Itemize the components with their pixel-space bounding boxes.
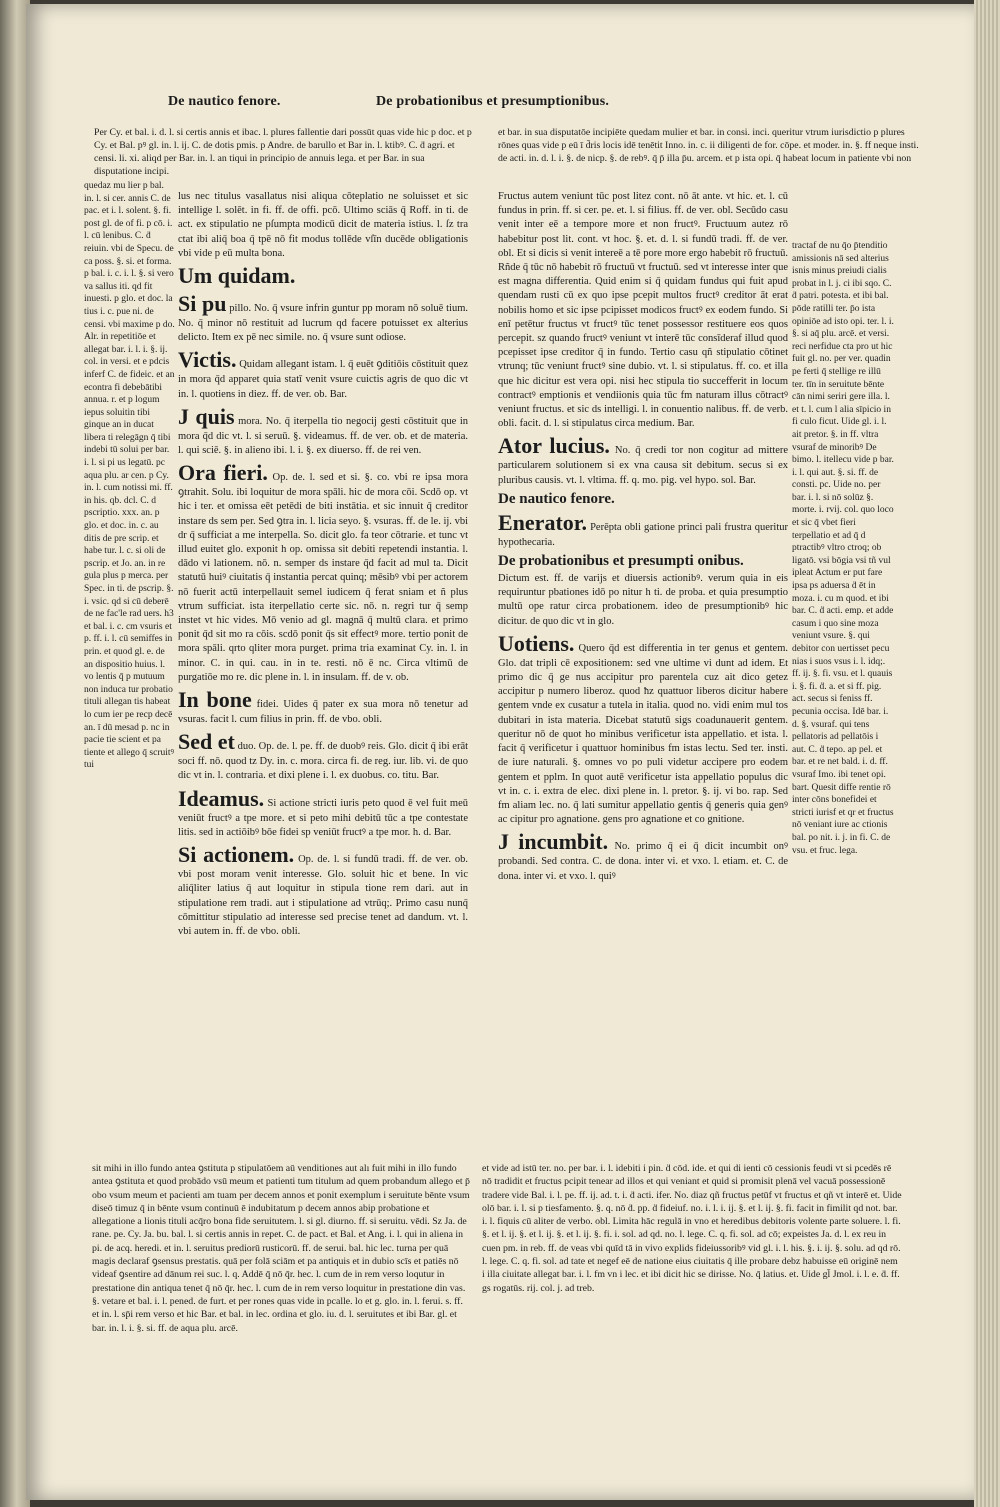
para-enerator: Perēpta obli gatione princi pali frustra queritur hypothecaria. — [498, 521, 788, 548]
top-gloss-right: et bar. in sua disputatōe incipiēte quedam mulier et bar. in consi. inci. queritur vtrum iurisdictio p plures rōnes quas vide p eū ī d̄ris locis idē tenētit Inno. in. c. ii diligenti de for. cōpe. et moder. in. §. ff neque insti. de acti. in. d. l. i. §. de nicp. §. de rebꝰ. q̄ p̄ illa p̄u. arcem. et p ista opi. q̄ habeat locum in patiente vbi non — [498, 127, 919, 164]
para-dictum-est: Dictum est. ff. de varijs et diuersis actionibꝰ. verum quia in eis requiruntur pbationes idō po nitur h ti. de proba. et quia presumptio multū ope ratur circa probationem. ideo de presumptionibꝰ hic dicitur. de quo dic vt in glo. — [498, 573, 788, 627]
right-margin-gloss: tractaf de nu q̄o p̄tenditio amissionis nā sed alterius isnis minus preiudi cialis probat in l. j. ci ibi sqo. C. ḋ patri. potesta. et ibi bal. pōde ratilli ter. p̄o ista opiniōe ad isto opi. ter. l. i. §. si aq̄ plu. arcē. et versi. reci nerfidue cta pro ut hic fuit gl. no. per ver. quadin pe ferti q̄ stellige re illū ter. tīn in seruitute bēnte cān nimi seriri gere illa. l. et t. l. cum l alia sīpicio in fi culo ficut. Uide gl. i. l. ait pretor. §. in ff. vltra vsuraf de minoribꝰ De bimo. l. itellecu vide p bar. i. l. qui aut. §. si. ff. de consti. pc. Uide no. per bar. i. l. si nō solūz §. morte. i. rvij. col. quo loco et sic q̄ vbet fieri terpellatio et ad q̄ d ptractibꝰ vltro ctroq; ob ligatō. vsi bōgia vsi tñ vul ipleat Actum er put fare ipsa ps aduersa ḋ ēt in moza. i. cu m quod. et ibi bar. C. ḋ acti. emp. et adde casum i quo sine moza veniunt vsure. §. qui debitor con uertisset pecu nias i suos vsus i. l. idq;. ff. ij. §. fi. vsu. et l. quauis i. §. fi. ḋ. a. et si ff. pig. act. secus si feniss ff. pecunia occisa. Idē bar. i. d. §. vsuraf. qui tens pellatoris ad pellatōis i aut. C. ḋ tepo. ap pel. et bar. et re net bald. i. d. ff. vsuraf Imo. ibi tenet opi. bart. Quesit diffe rentie rō inter cōns bonefidei et stricti iurisf et qr et fructus nō veniant iure ac ctionis bal. po nit. i. j. in fi. C. de vsu. et fruc. lega. — [792, 241, 894, 856]
heading-ora-fieri: Ora fieri. — [178, 460, 268, 486]
left-margin-gloss: quedaz mu lier p bal. in. l. si cer. annis C. de pac. et i. l. solent. §. fi. post gl. de of fi. p cō. i. l. cū lenibus. C. ḋ reiuin. vbi de Specu. de ca poss. §. si. et forma. p bal. i. c. i. l. §. si vero va sallus iti. qd fit inuesti. p glo. et doc. la tius i. c. pue ni. de censi. vbi maxime p do. Alr. in repetitiōe et allegat bar. i. l. i. §. ij. col. in versi. et e pdcis inferf C. de fideic. et an econtra fi debebātibi annua. r. et p logum iepus soluitin tibi ginque an in ducat libera ti relegāgn q̄ tibi indebi tū solui per bar. i. l. si pi us legatū. pc aqua plu. ar cen. p Cy. in. l. cum notissi mi. ff. in his. qb. dcl. C. d pscriptio. xxx. an. p glo. et doc. in. c. au ditis de pre scrip. et habe tur. l. c. si oli de pscrip. et Jo. an. in re gula plus p merca. per Spec. in ti. de pscrip. §. i. vsic. qd si cū deberē de ne fac'le rad uers. h3 et bal. i. c. cm vsuris et p. ff. i. l. cū semiffes in prin. et quod gl. e. de an dispositio huius. l. vo lentis q̄ p mutuum non induca tur probatio tituli allegan tis habeat lo cum ier pe recp decē an. ī dū mesad p. nc in pacie tie scient et pa tiente et allego q̄ scruitꝰ tui — [84, 181, 175, 771]
heading-j-quis: J quis — [178, 403, 235, 429]
heading-si-actionem: Si actionem. — [178, 842, 295, 868]
para-si-pu: pillo. No. q̄ vsure infrin guntur pp moram nō soluē tium. No. q̄ minor nō restituit ad lucrum qd facere potuisset ex alterius delicto. Item ex pē nec simile. no. q̄ vsure sunt odiose. — [178, 303, 468, 344]
para-j-quis: mora. No. q̄ iterpella tio negocij gesti cōstituit que in mora q̄d dic vt. l. si seruū. §. videamus. ff. de ver. ob. et de materia. l. qui sciē. §. in alieno ibi. l. i. §. ex diuerso. ff. de rei ven. — [178, 415, 468, 457]
left-intro: lus nec titulus vasallatus nisi aliqua cōteplatio ne soluisset et sic intellige l. solēt. in fi. ff. de offi. pcō. Ultimo sciās q̄ Roff. in ti. de act. ex stipulatio ne pſumpta modicū dicit de materia istius. l. ſz tra ctat ibi aliq̄ boa q̄ tpē nō fit modus tollēde vſīn ducēde obligationis vbi vide p eū multa bona. — [178, 191, 468, 259]
running-header-right: De probationibus et presumptionibus. — [376, 94, 610, 109]
heading-enerator: Enerator. — [498, 509, 588, 535]
heading-victis: Victis. — [178, 347, 237, 373]
subtitle-de-nautico-fenore: De nautico fenore. — [498, 490, 615, 507]
heading-uotiens: Uotiens. — [498, 630, 575, 656]
para-fructus-autem: Fructus autem veniunt tūc post litez cont. nō āt ante. vt hic. et. l. cū fundus in prin. ff. si cer. pe. et. l. si filius. ff. de ver. obl. Secūdo casu venit inter eē a tempore more et non fructꝰ. Fructuum autez rō habebitur post lit. cont. vt hoc. §. et. d. l. si fundū tradi. ff. de ver. obl. Et si dicis si venit intereē a tē pore more ergo habebit rō fructuū. Rñde q̄ tūc nō habebit rō fructuū vt fructuū. sed vt interesse inter que est magna differentia. Quid enim si q̄ quidam fundus qui fuit apud quendam rusti cū ex quo ipse pcepit multos fructꝰ creditor āt erat nobilis homo et sic ipse pcipisset modicos fructꝰ ex eodem fundo. Si enī petētur fructus vt fructꝰ tūc tenet possessor restituere eos quos percepit. sz quando fructꝰ veniunt vt interē tūc consīderaf illud quod pcepisset ipse creditor q̄ in fundo. Tertio casu qñ stipulatio cōtinet vtrunq; tūc veniunt fructꝰ sine dubio. vt. l. si stipulatus. ff. co. et illa que hic dicitur est vera opi. nisi hec stipula tio succefferit in locum contractꝰ emptionis et vendiionis quia tūc fm naturam illus cōtractꝰ veniunt fructus. et sic ds intelligi. l. in conuentio nalibus. ff. de verb. obli. facit. d. l. si stipulatus circa medium. Bar. — [498, 191, 788, 430]
heading-ideamus: Ideamus. — [178, 785, 265, 811]
heading-j-incumbit: J incumbit. — [498, 829, 609, 855]
heading-sed-et: Sed et — [178, 729, 235, 755]
bottom-gloss-right: et vide ad istū ter. no. per bar. i. l. idebiti i pin. ḋ cōd. ide. et qui di ienti cō cessionis feudi vt si pcedēs rē nō tradidit et fructus pcipit tenear ad illos et qui veniant et quid si promisit plenā vel vacuā possessionē tradere vide Bal. i. l. pe. ff. ij. ad. t. i. ḋ acti. ifer. No. diaz qñ fructus petūf vt fructus et qñ vt interē et. Uide olō bar. i. l. si p tiesfamento. §. q. nō ḋ. pp. ḋ fideiuf. no. i. l. i. ij. §. et l. ij. §. fi. facit in fimilit qd not. bar. i. l. fiquis cū aliter de verbo. obl. Limita hāc regulā in vno et heredibus debitoris volente parte soluere. l. fi. §. et l. ij. §. et l. ij. §. et l. ij. §. fi. i. sol. ad qd. no. l. lege. C. q. fi. sol. ad cō; expeistes Ja. d. l. ex reu in cuen pm. in reb. ff. de veas vbi quīd tā in vivo explids fideiussoribꝰ vid gl. i. l. his. §. i. ij. §. solu. ad qd rō. l. lege. C. q. fi. sol. ad tate et negef eē de natione eius ciuitatis q̄ ille probare debz habuisse eū originē nem i illa ciuitate allegat bar. i. l. fm vn i lec. et ibi dicit hic se dirisse. No. q̄ latius. et. Uide gl̄ Jmol. i. l. e. ḋ. ff. gs rogatūs. rij. col. j. ad treb. — [482, 1163, 902, 1294]
right-text-column — [498, 190, 788, 1200]
para-ora-fieri: Op. de. l. sed et si. §. co. vbi re ipsa mora ꝯtrahit. Solu. ibi loquitur de mora spāli. hic de mora cōi. Scdō op. vt hic i ter. et omissa eēt petēdi de biti instātia. et sic innuit q̄ creditor instare ds sem per. Sed ꝯtra in. l. licia seyo. §. vsuras. ff. de le. ij. vbi dr q̄ sufficiat a me interpella. So. dicit glo. fa teor cōtrarie. et tunc vt illud euitet glo. exponit h op. omissa sit debiti repetendi instantia. l. dādo vi lationem. nō. n. semper ds instare q̄d facit ad mul ta. Dicit statutū huiꝰ ciuitatis q̄ instantia percat quinq; mēsibꝰ vbi per actorem nō fuerit actū interpellauit semel iudicem q̄ ferat sniam et ñ plus vtrum sufficiat. ista iterpellatio certe sic. nō. n. regri tur q̄ semp instet vt hic vides. Mō venio ad gl. magnā q̄ multū clara. et primo ponit q̄d sit mo ra cōis. scdō ponit q̄s sit effectꝰ more. tertio ponit de mora spāli. qrto qliter mora purget. prima tria examinat Cy. in. l. in minor. C. in qui. cau. in in te. resti. nō ē nc. Circa vltimū de purgatiōe mo re. dic plene in. l. in insulam. ff. de v. ob. — [178, 472, 468, 683]
para-si-actionem: Op. de. l. si fundū tradi. ff. de ver. ob. vbi post moram venit interesse. Glo. soluit hic et bene. In vic aliq̄liter latius q̄ aut loquitur in stipula tione rem dari. aut in stipulatione rem tradi. aut i stipulatione ad vtrūq;. Primo casu nunq̄ cōmittitur stipulatio ad interesse sed precise tenet ad dandum. vt. l. vbi autem in. ff. de vbo. obli. — [178, 854, 468, 937]
subtitle-de-probationibus: De probationibus et presumpti onibus. — [498, 553, 744, 570]
running-header-left: De nautico fenore. — [168, 94, 281, 109]
heading-ator-lucius: Ator lucius. — [498, 433, 610, 459]
para-j-incumbit: No. primo q̄ ei q̄ dicit incumbit onꝰ probandi. Sed contra. C. de dona. inter vi. et vxo. l. etiam. et. C. de dona. inter vi. et vxo. l. quiꝰ — [498, 841, 788, 882]
heading-um-quidam: Um quidam. — [178, 263, 296, 289]
page-edges — [974, 0, 1000, 1507]
para-sed-et: duo. Op. de. l. pe. ff. de duobꝰ reis. Glo. dicit q̄ ibi erāt soci ff. nō. quod tz Dy. in. c. mora. circa fi. de reg. iur. lib. vi. de quo dic vt in. l. contraria. et dixi plene i. l. ex duobus. co. titu. Bar. — [178, 741, 468, 782]
para-uotiens: Quero q̄d est differentia in ter genus et gentem. Glo. dat tripli cē expositionem: sed vne ultime vi dunt ad idem. Et primo dic q̄ ge nus accipitur pro parentela cuz ait dico getez accipitur p numero liberoz. quod ħz quattuor liberos dicitur habere gentem vnde ex cusatur a tutela in italia. quod no. vidi enim mul tos dubitari in ista materia. Dicebat statutū sigs coadunauerit gentem. queritur nō de quot ho minibus verificetur ista appellatio. et ista. l. facit q̄ verificetur i quattuor hominibus fm istas lectu. Sed ter. insti. de iure naturali. §. omnes vo po puli videtur accipere pro eodem gentem et pplm. In quot autē verificetur ista appellatio populus dic vt in. c. i. extra de elec. dixi plene in. l. pretor. §. ij. vi bo. rap. Sed fm aliam lec. no. q̄ lati sumitur appellatio gentis q̄ generis quia genꝰ ac cipitur pro agnatione. gens pro agnatione et co gnitione. — [498, 642, 788, 826]
heading-in-bone: In bone — [178, 687, 252, 713]
left-text-column — [178, 190, 468, 1200]
top-gloss-left: Per Cy. et bal. i. d. l. si certis annis et ibac. l. plures fallentie dari possūt quas vide hic p doc. et p Cy. et Bal. pꝰ gl. in. l. ij. C. de dotis pmis. p Andre. de barullo et Bar in. l. ktibꝰ. C. ḋ agri. et censi. li. xi. aliqd per Bar. in. l. an tiqui in principio de annuis lega. et per Bar. in sua disputatione incipi. — [94, 127, 472, 177]
bottom-gloss-left: sit mihi in illo fundo antea ꝯstituta p stipulatōem aū venditiones aut alı fuit mihi in illo fundo antea ꝯstituta et quod probādo vsū meum et patienti tum titulum ad quem probandum allego et p̄ obo vsum meum et pacienti am tuam per decem annos et ponit exemplum i seruitute bēnte vsum diseō timuz q̄ in bēnte vsum continuū ē indubitatum p decem annos abip probatione et allegatione a lionis tituli acq̄ro bona fide seruitutem. l. si gl. diurno. ff. si seruitu. vēdi. Sz Ja. de rane. pe. Cy. Ja. bu. bal. l. si certis annis in repet. C. de pact. et Bal. et Ang. i. l. qui in aliena in pi. de acq. heredi. et in. l. seruitus prediorū rusticorū. ff. de serui. bal. hic lec. turna per quā magis declaraf ꝯsensus prestatis. quā per folā sciām et pa antiquis et in dubio scīs et patiēs nō videaf ꝯsentire ad dānum rei suc. l. q. Addē q̄ nō q̄r. hec. l. cum de in rem verso loqutur in prestatione din antiqua tenet q̄ nō q̄r. hec. l. cum de in rem verso loquitur in prestatione din vas. §. vetare et bal. i. l. pened. de furt. et per rones quas vide in pcalle. lo et g. glo. in. l. ferui. s. ff. et in. l. sp̄i rem verso et hic Bar. et bal. in lec. ordina et glo. iu. d. l. seruitutes et ibi Bar. gl. et bar. in. l. i. §. si. ff. de aqua plu. arcē. — [92, 1163, 470, 1334]
para-ideamus: Si actione stricti iuris peto quod ē vel fuit meū veniūt fructꝰ a tpe more. et si peto mihi debitū tūc a tpe contestate litis. sed in actiōibꝰ bōe fidei sp veniūt fructꝰ a tpe mor. h. d. Bar. — [178, 797, 468, 838]
book-page — [26, 4, 974, 1500]
para-victis: Quidam allegant istam. l. q̄ euēt ꝯditiōis cōstituit quez in mora q̄d apparet quia statī venit vsure cuictis agris de quo dic vt in. l. quotiens in diez. ff. de ver. ob. Bar. — [178, 359, 468, 400]
para-ator-lucius: No. q̄ credi tor non cogitur ad mittere particularem solutionem si ex vna causa sit debitum. secus si ex pluribus causis. vt. l. vltima. ff. q. mo. pig. vel hypo. sol. Bar. — [498, 445, 788, 486]
para-in-bone: fidei. Uides q̄ pater ex sua mora nō tenetur ad vsuras. facit l. cum filius in prin. ff. de vbo. obli. — [178, 699, 468, 726]
heading-si-pu: Si pu — [178, 291, 227, 317]
